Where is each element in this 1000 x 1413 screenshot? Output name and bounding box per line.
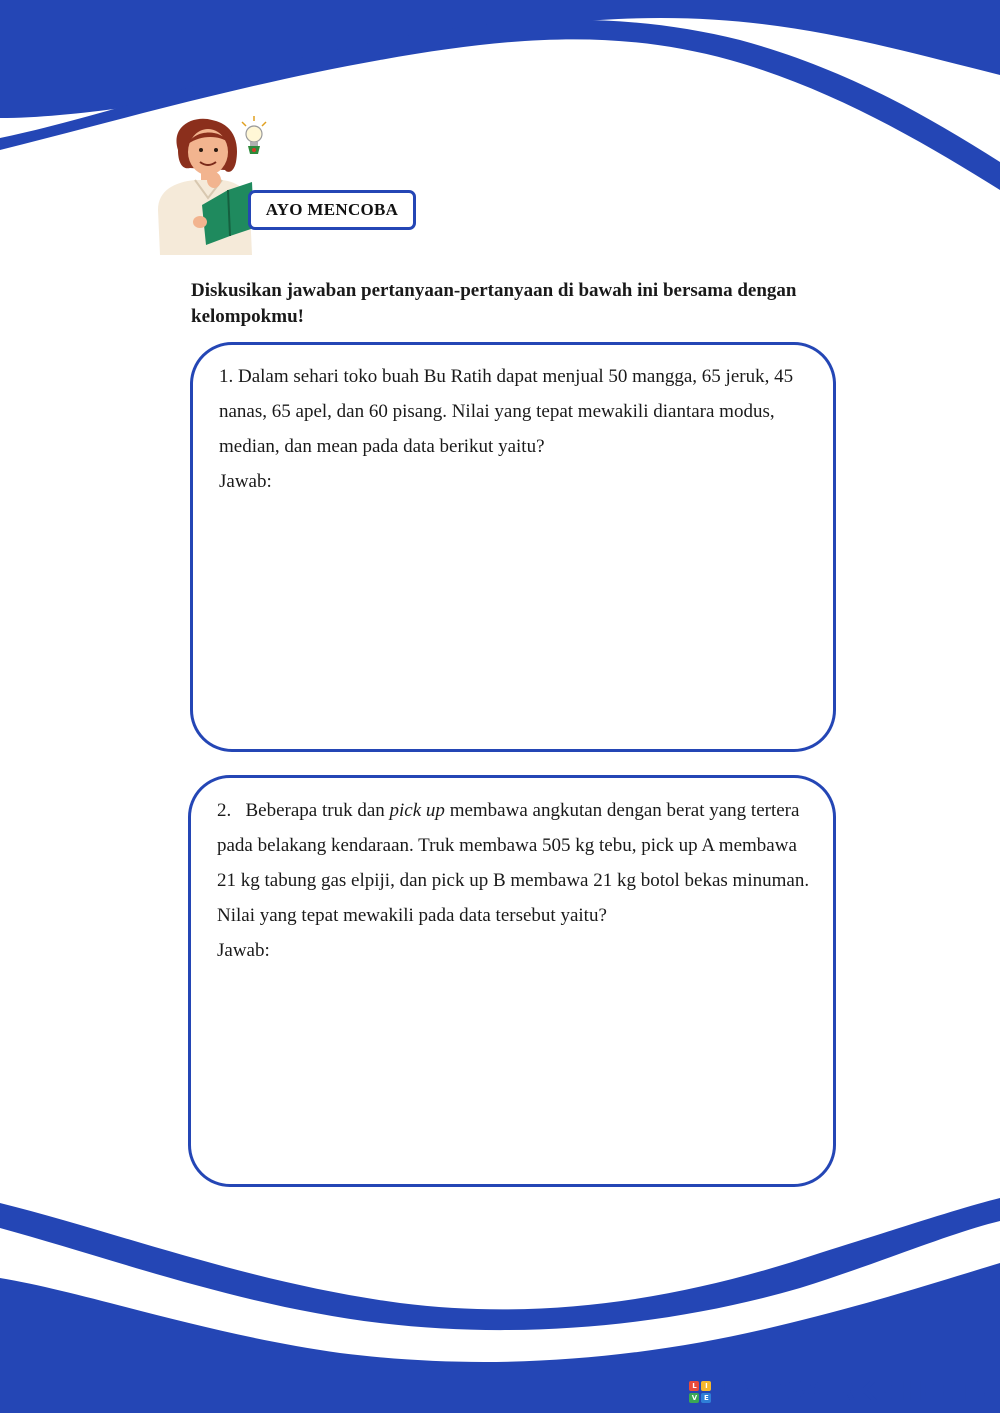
question-2-box[interactable]	[188, 775, 836, 1187]
logo-tile-e: E	[701, 1393, 711, 1403]
lightbulb-icon	[238, 116, 270, 156]
section-title-box	[248, 190, 416, 230]
question-1-body: Dalam sehari toko buah Bu Ratih dapat menjual 50 mangga, 65 jeruk, 45 nanas, 65 apel, dan 60 pisang. Nilai yang tepat mewakili diantara modus, median, dan mean pada data berikut yaitu?	[219, 366, 794, 457]
logo-tile-i: I	[701, 1381, 711, 1391]
liveworksheets-logo	[689, 1377, 992, 1407]
question-2-text	[217, 793, 817, 968]
section-title: AYO MENCOBA	[265, 200, 399, 219]
question-2-number: 2.	[217, 800, 232, 821]
question-2-answer-label: Jawab:	[217, 940, 270, 961]
instruction-text: Diskusikan jawaban pertanyaan-pertanyaan di bawah ini bersama dengan kelompokmu!	[191, 280, 797, 327]
question-2-body-start: Beberapa truk dan	[245, 800, 385, 821]
question-2-body-end: membawa angkutan dengan berat yang tertera pada belakang kendaraan. Truk membawa 505 kg tebu, pick up A membawa 21 kg tabung gas elpiji, dan pick up B membawa 21 kg botol bekas minuman. Nilai yang tepat mewakili pada data tersebut yaitu?	[217, 800, 810, 926]
question-1-text	[219, 359, 819, 499]
question-1-box[interactable]	[190, 342, 836, 752]
logo-tile-v: V	[689, 1393, 699, 1403]
question-2-italic-term: pick up	[389, 800, 445, 821]
question-1-number: 1.	[219, 366, 234, 387]
logo-tile-l: L	[689, 1381, 699, 1391]
logo-tiles	[689, 1381, 711, 1403]
question-1-answer-label: Jawab:	[219, 471, 272, 492]
logo-text: LIVEWORKSHEETS	[717, 1377, 992, 1407]
